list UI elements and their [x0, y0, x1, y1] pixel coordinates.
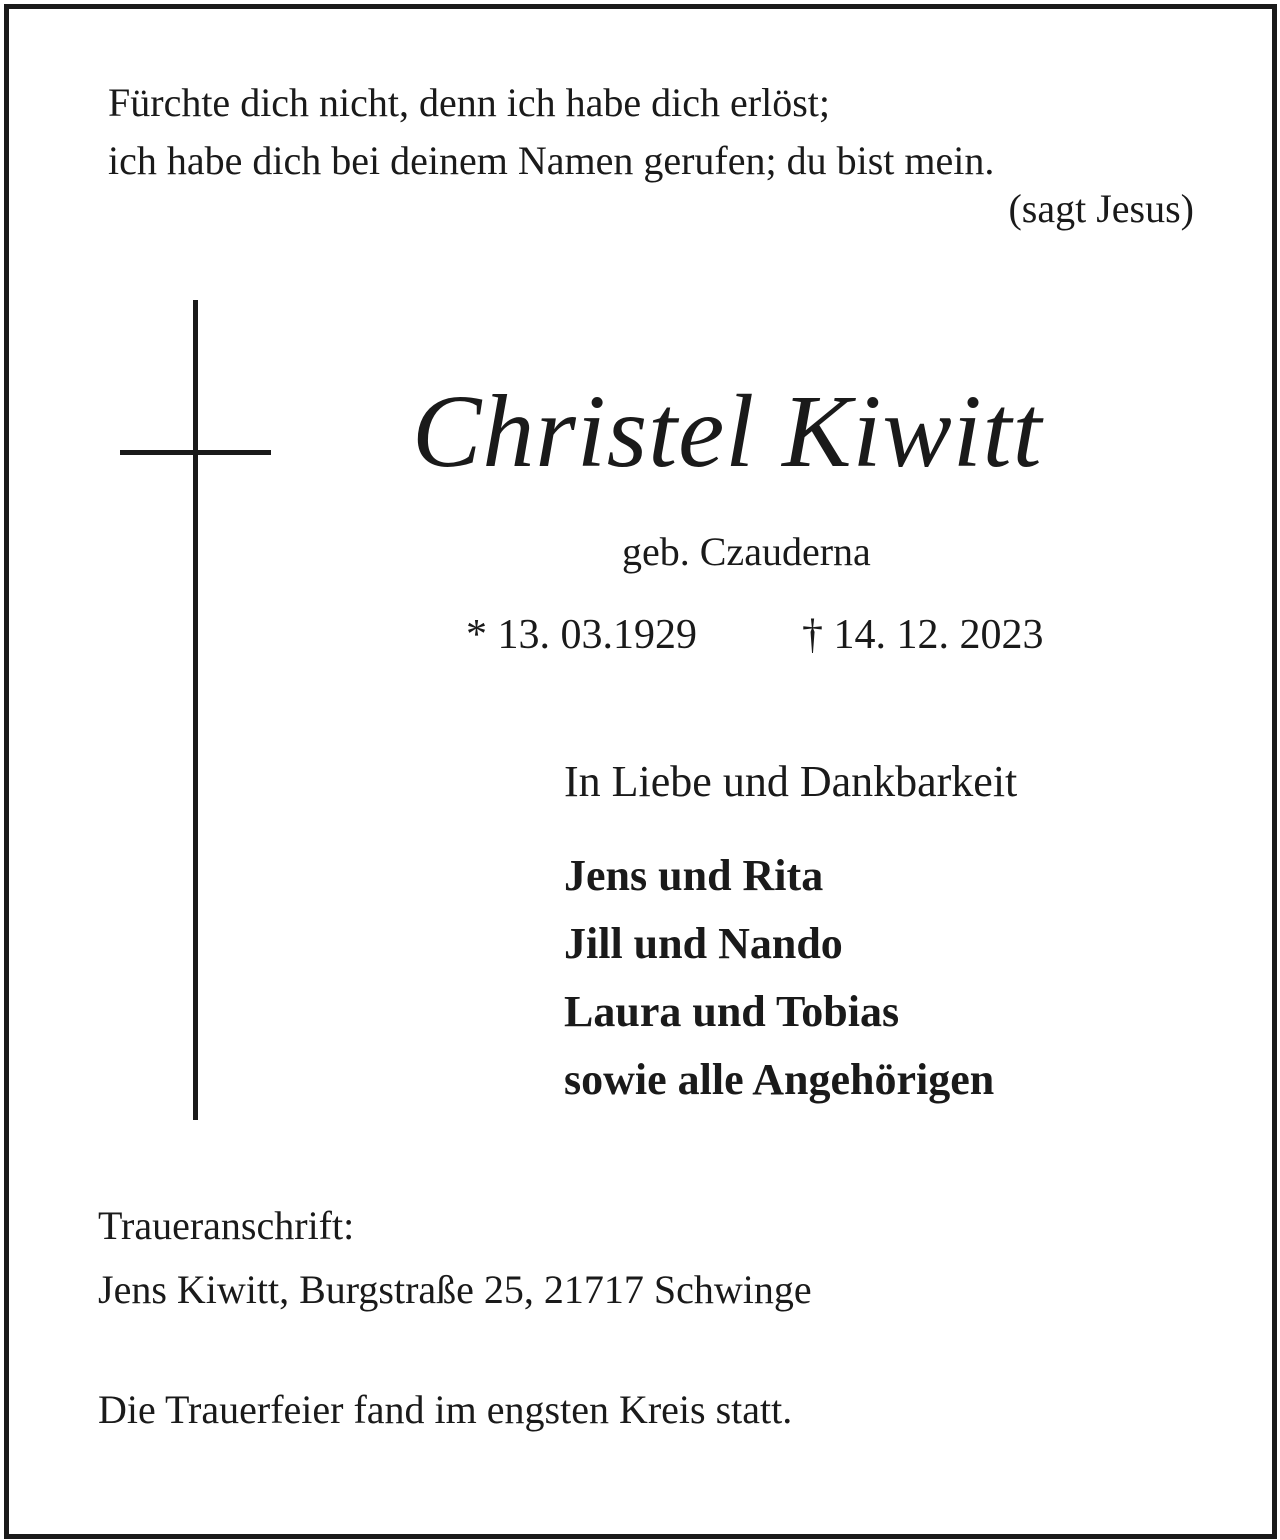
mourner-item: Jens und Rita: [564, 851, 824, 900]
address-text: Jens Kiwitt, Burgstraße 25, 21717 Schwinge: [98, 1267, 812, 1312]
bible-verse: [108, 74, 994, 190]
verse-line: Fürchte dich nicht, denn ich habe dich erlöst;: [108, 80, 831, 125]
ceremony-note: Die Trauerfeier fand im engsten Kreis statt.: [98, 1387, 793, 1432]
mourners-list: [564, 842, 994, 1114]
cross-horizontal-bar: [120, 450, 271, 455]
maiden-name: geb. Czauderna: [622, 529, 871, 574]
deceased-name: Christel Kiwitt: [412, 374, 1043, 489]
mourner-item: Laura und Tobias: [564, 987, 900, 1036]
birth-date: * 13. 03.1929: [466, 612, 697, 658]
cross-vertical-bar: [193, 300, 198, 1120]
mourner-item: Jill und Nando: [564, 919, 843, 968]
dedication: In Liebe und Dankbarkeit: [564, 757, 1018, 806]
death-date: † 14. 12. 2023: [802, 612, 1044, 658]
verse-source: (sagt Jesus): [1008, 186, 1194, 231]
verse-line: ich habe dich bei deinem Namen gerufen; du bist mein.: [108, 138, 995, 183]
mourner-item: sowie alle Angehörigen: [564, 1055, 995, 1104]
address-label: Traueranschrift:: [98, 1203, 355, 1248]
